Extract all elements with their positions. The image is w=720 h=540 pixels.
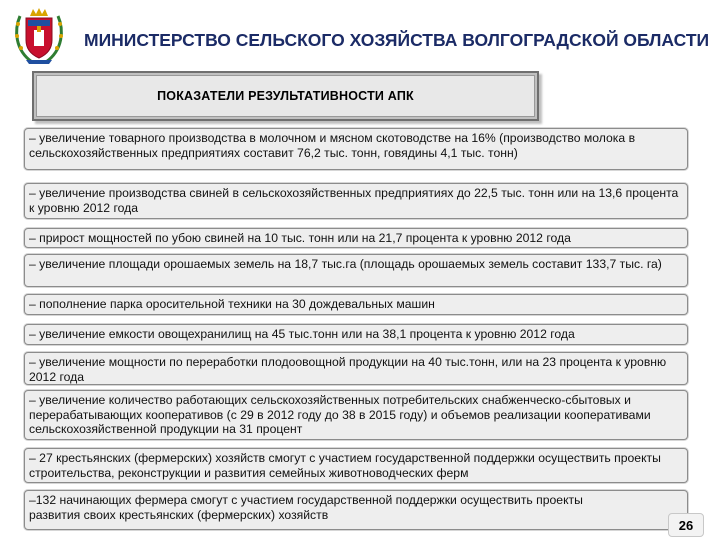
list-item: – увеличение товарного производства в молочном и мясном скотоводстве на 16% (производство молока в сельскохозяйственных предприятиях составит 76,2 тыс. тонн, говядины 4,1 тыс. тонн) (24, 128, 688, 170)
list-item: – увеличение количество работающих сельскохозяйственных потребительских снабженческо-сбытовых и перерабатывающих кооперативов (с 29 в 2012 году до 38 в 2015 году) и объемов реализации кооперативами сельскохозяйственной продукции на 31 процент (24, 390, 688, 440)
list-item: – пополнение парка оросительной техники на 30 дождевальных машин (24, 294, 688, 315)
list-item: – 27 крестьянских (фермерских) хозяйств смогут с участием государственной поддержки осуществить проекты строительства, реконструкции и развития семейных животноводческих ферм (24, 448, 688, 483)
section-title: ПОКАЗАТЕЛИ РЕЗУЛЬТАТИВНОСТИ АПК (157, 89, 414, 103)
page-number: 26 (668, 513, 704, 537)
list-item: – увеличение емкости овощехранилищ на 45 тыс.тонн или на 38,1 процента к уровню 2012 года (24, 324, 688, 345)
page-title: МИНИСТЕРСТВО СЕЛЬСКОГО ХОЗЯЙСТВА ВОЛГОГРАДСКОЙ ОБЛАСТИ (84, 30, 710, 50)
list-item: –132 начинающих фермера смогут с участием государственной поддержки осуществить проекты развития своих крестьянских (фермерских) хозяйств (24, 490, 688, 530)
list-item: – увеличение мощности по переработки плодоовощной продукции на 40 тыс.тонн, или на 23 процента к уровню 2012 года (24, 352, 688, 385)
list-item: – увеличение площади орошаемых земель на 18,7 тыс.га (площадь орошаемых земель составит 133,7 тыс. га) (24, 254, 688, 287)
list-item: – прирост мощностей по убою свиней на 10 тыс. тонн или на 21,7 процента к уровню 2012 года (24, 228, 688, 248)
section-title-box (36, 75, 535, 117)
list-item: – увеличение производства свиней в сельскохозяйственных предприятиях до 22,5 тыс. тонн или на 13,6 процента к уровню 2012 года (24, 183, 688, 219)
coat-of-arms-icon (12, 6, 66, 66)
header (0, 0, 720, 72)
